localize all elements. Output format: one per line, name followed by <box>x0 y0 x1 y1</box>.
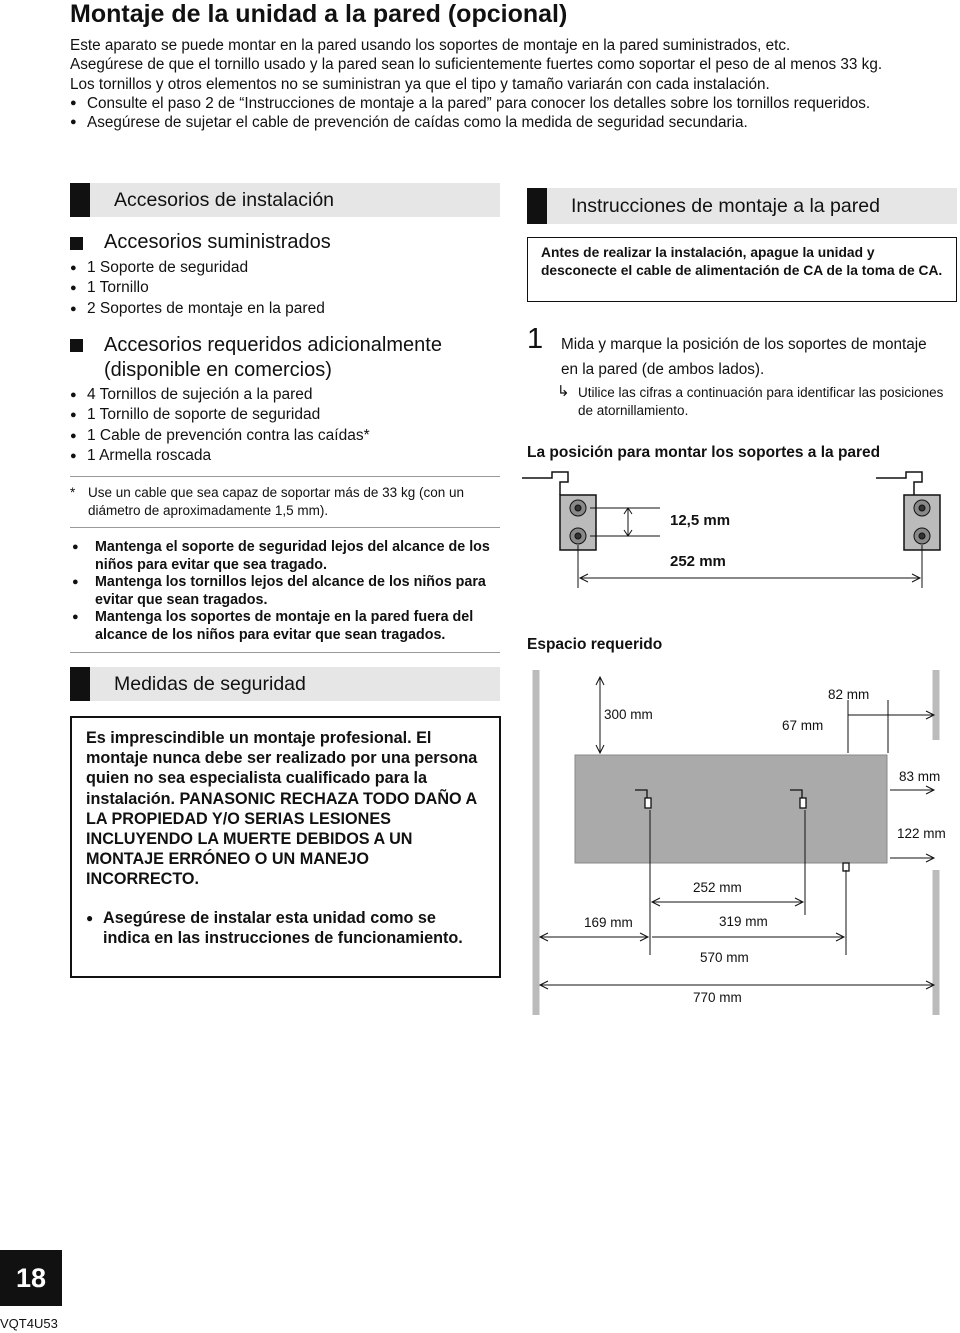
section-title: Medidas de seguridad <box>114 673 306 695</box>
list-item: ● 1 Cable de prevención contra las caídas* <box>70 426 370 446</box>
step-subtext: Utilice las cifras a continuación para identificar las posiciones de atornillamiento. <box>578 385 944 418</box>
intro-paragraph: Este aparato se puede montar en la pared usando los soportes de montaje en la pared suministrados, etc. <box>70 37 791 54</box>
dim-319: 319 mm <box>719 914 768 929</box>
doc-code: VQT4U53 <box>0 1316 58 1331</box>
bullet-icon: ● <box>86 911 94 925</box>
dim-82: 82 mm <box>828 687 870 702</box>
dim-300: 300 mm <box>604 707 653 722</box>
intro-text <box>70 36 960 132</box>
warning-bullet <box>86 908 481 948</box>
section-marker <box>70 667 90 701</box>
required-title-line: (disponible en comercios) <box>104 359 332 381</box>
list-item: ● 4 Tornillos de sujeción a la pared <box>70 385 370 405</box>
section-header-safety <box>70 667 500 701</box>
list-item: ● 1 Soporte de seguridad <box>70 258 325 278</box>
warning-text: Es imprescindible un montaje profesional. El montaje nunca debe ser realizado por una persona quien no sea especialista cualificado para la instalación. PANASONIC RECHAZA TODO DAÑO A LA PROPIEDAD Y/O SERIAS LESIONES INCLUYENDO LA MUERTE DEBIDOS A UN MONTAJE ERRÓNEO O UN MANEJO INCORRECTO. <box>86 729 478 889</box>
bracket-diagram <box>520 470 960 600</box>
section-title: Accesorios de instalación <box>114 189 335 211</box>
clearance-diagram <box>520 665 960 1025</box>
figure2-title: Espacio requerido <box>527 636 663 653</box>
dim-122: 122 mm <box>897 826 946 841</box>
list-item: ● 1 Tornillo de soporte de seguridad <box>70 405 370 425</box>
supplied-list <box>70 258 325 319</box>
dim-83: 83 mm <box>899 769 941 784</box>
note-item: ● Mantenga los tornillos lejos del alcance de los niños para evitar que sean tragados. <box>70 574 495 609</box>
dim-12-5: 12,5 mm <box>670 512 731 529</box>
intro-bullet: ● Consulte el paso 2 de “Instrucciones de montaje a la pared” para conocer los detalles sobre los tornillos requeridos. <box>70 94 960 113</box>
square-bullet-icon <box>70 339 83 352</box>
footnote-star: * <box>70 485 76 500</box>
divider <box>70 652 500 653</box>
dim-570: 570 mm <box>700 950 749 965</box>
supplied-title: Accesorios suministrados <box>104 231 331 253</box>
caution-box <box>527 237 957 302</box>
section-marker <box>70 183 90 217</box>
dim-67: 67 mm <box>782 718 824 733</box>
page-title: Montaje de la unidad a la pared (opcional) <box>70 0 568 28</box>
dimension-lines <box>578 508 922 588</box>
list-item: ● 1 Tornillo <box>70 278 325 298</box>
dim-770: 770 mm <box>693 990 742 1005</box>
step-number: 1 <box>527 323 544 355</box>
step-text: Mida y marque la posición de los soportes de montaje en la pared (de ambos lados). <box>561 336 927 378</box>
caution-text: Antes de realizar la instalación, apague la unidad y desconecte el cable de alimentación de CA de la toma de CA. <box>541 245 943 278</box>
section-title: Instrucciones de montaje a la pared <box>571 195 880 217</box>
required-list <box>70 385 370 466</box>
dim-169: 169 mm <box>584 915 633 930</box>
warning-bullet-text: Asegúrese de instalar esta unidad como se indica en las instrucciones de funcionamiento. <box>103 909 463 948</box>
page-number: 18 <box>0 1250 62 1306</box>
divider <box>70 476 500 477</box>
list-item: ● 2 Soportes de montaje en la pared <box>70 299 325 319</box>
right-bracket <box>876 472 940 550</box>
note-item: ● Mantenga los soportes de montaje en la pared fuera del alcance de los niños para evitar que sean tragados. <box>70 609 495 644</box>
dim-252: 252 mm <box>693 880 742 895</box>
square-bullet-icon <box>70 237 83 250</box>
divider <box>70 527 500 528</box>
note-item: ● Mantenga el soporte de seguridad lejos del alcance de los niños para evitar que sea tragado. <box>70 539 495 574</box>
arrow-icon: ↳ <box>557 383 570 400</box>
required-title-line: Accesorios requeridos adicionalmente <box>104 334 442 356</box>
intro-paragraph: Asegúrese de que el tornillo usado y la pared sean lo suficientemente fuertes como soportar el peso de al menos 33 kg. <box>70 56 883 74</box>
required-title <box>104 333 442 383</box>
section-header-instructions <box>527 188 957 224</box>
dim-252-top: 252 mm <box>670 553 726 570</box>
figure1-title: La posición para montar los soportes a la pared <box>527 444 881 461</box>
list-item: ● 1 Armella roscada <box>70 446 370 466</box>
unit-body <box>575 755 887 863</box>
footnote: Use un cable que sea capaz de soportar más de 33 kg (con un diámetro de aproximadamente 1,5 mm). <box>88 485 464 518</box>
section-marker <box>527 188 547 224</box>
warning-box <box>70 716 501 978</box>
intro-paragraph: Los tornillos y otros elementos no se suministran ya que el tipo y tamaño variarán con cada instalación. <box>70 75 770 93</box>
intro-bullet: ● Asegúrese de sujetar el cable de prevención de caídas como la medida de seguridad secundaria. <box>70 113 960 132</box>
safety-notes <box>70 539 495 645</box>
section-header-accessories <box>70 183 500 217</box>
